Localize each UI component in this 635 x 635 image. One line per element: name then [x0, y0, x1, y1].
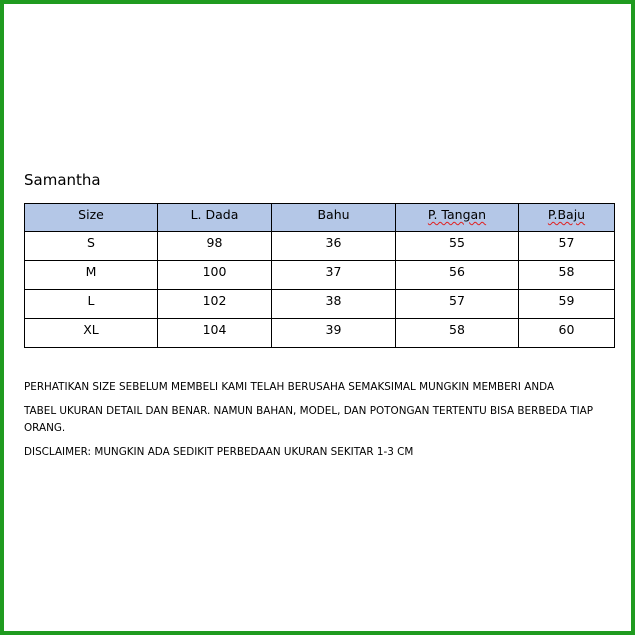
table-row [25, 319, 615, 348]
cell-l-dada: 100 [158, 261, 272, 290]
header-bahu: Bahu [272, 204, 396, 232]
cell-size: S [25, 232, 158, 261]
header-p-baju-label: P.Baju [547, 207, 586, 222]
cell-size: L [25, 290, 158, 319]
cell-p-baju: 57 [519, 232, 615, 261]
cell-p-baju: 60 [519, 319, 615, 348]
table-header-row [25, 204, 615, 232]
header-size: Size [25, 204, 158, 232]
cell-p-tangan: 57 [396, 290, 519, 319]
table-row [25, 232, 615, 261]
cell-l-dada: 104 [158, 319, 272, 348]
disclaimer-paragraph: DISCLAIMER: MUNGKIN ADA SEDIKIT PERBEDAAN UKURAN SEKITAR 1-3 CM [24, 446, 414, 458]
cell-bahu: 38 [272, 290, 396, 319]
table-row [25, 290, 615, 319]
size-chart-table [24, 203, 615, 348]
note-paragraph: TABEL UKURAN DETAIL DAN BENAR. NAMUN BAHAN, MODEL, DAN POTONGAN TERTENTU BISA BERBEDA TIAP ORANG. [24, 405, 594, 434]
cell-bahu: 36 [272, 232, 396, 261]
header-l-dada: L. Dada [158, 204, 272, 232]
cell-bahu: 39 [272, 319, 396, 348]
header-p-tangan [396, 204, 519, 232]
cell-bahu: 37 [272, 261, 396, 290]
cell-l-dada: 98 [158, 232, 272, 261]
cell-p-tangan: 56 [396, 261, 519, 290]
header-p-tangan-label: P. Tangan [427, 207, 487, 222]
cell-p-baju: 58 [519, 261, 615, 290]
notes-section [24, 379, 634, 468]
cell-p-tangan: 58 [396, 319, 519, 348]
cell-p-baju: 59 [519, 290, 615, 319]
cell-p-tangan: 55 [396, 232, 519, 261]
cell-size: XL [25, 319, 158, 348]
table-row [25, 261, 615, 290]
header-p-baju [519, 204, 615, 232]
cell-l-dada: 102 [158, 290, 272, 319]
cell-size: M [25, 261, 158, 290]
note-paragraph: PERHATIKAN SIZE SEBELUM MEMBELI KAMI TELAH BERUSAHA SEMAKSIMAL MUNGKIN MEMBERI ANDA [24, 381, 555, 393]
product-title: Samantha [24, 171, 101, 189]
